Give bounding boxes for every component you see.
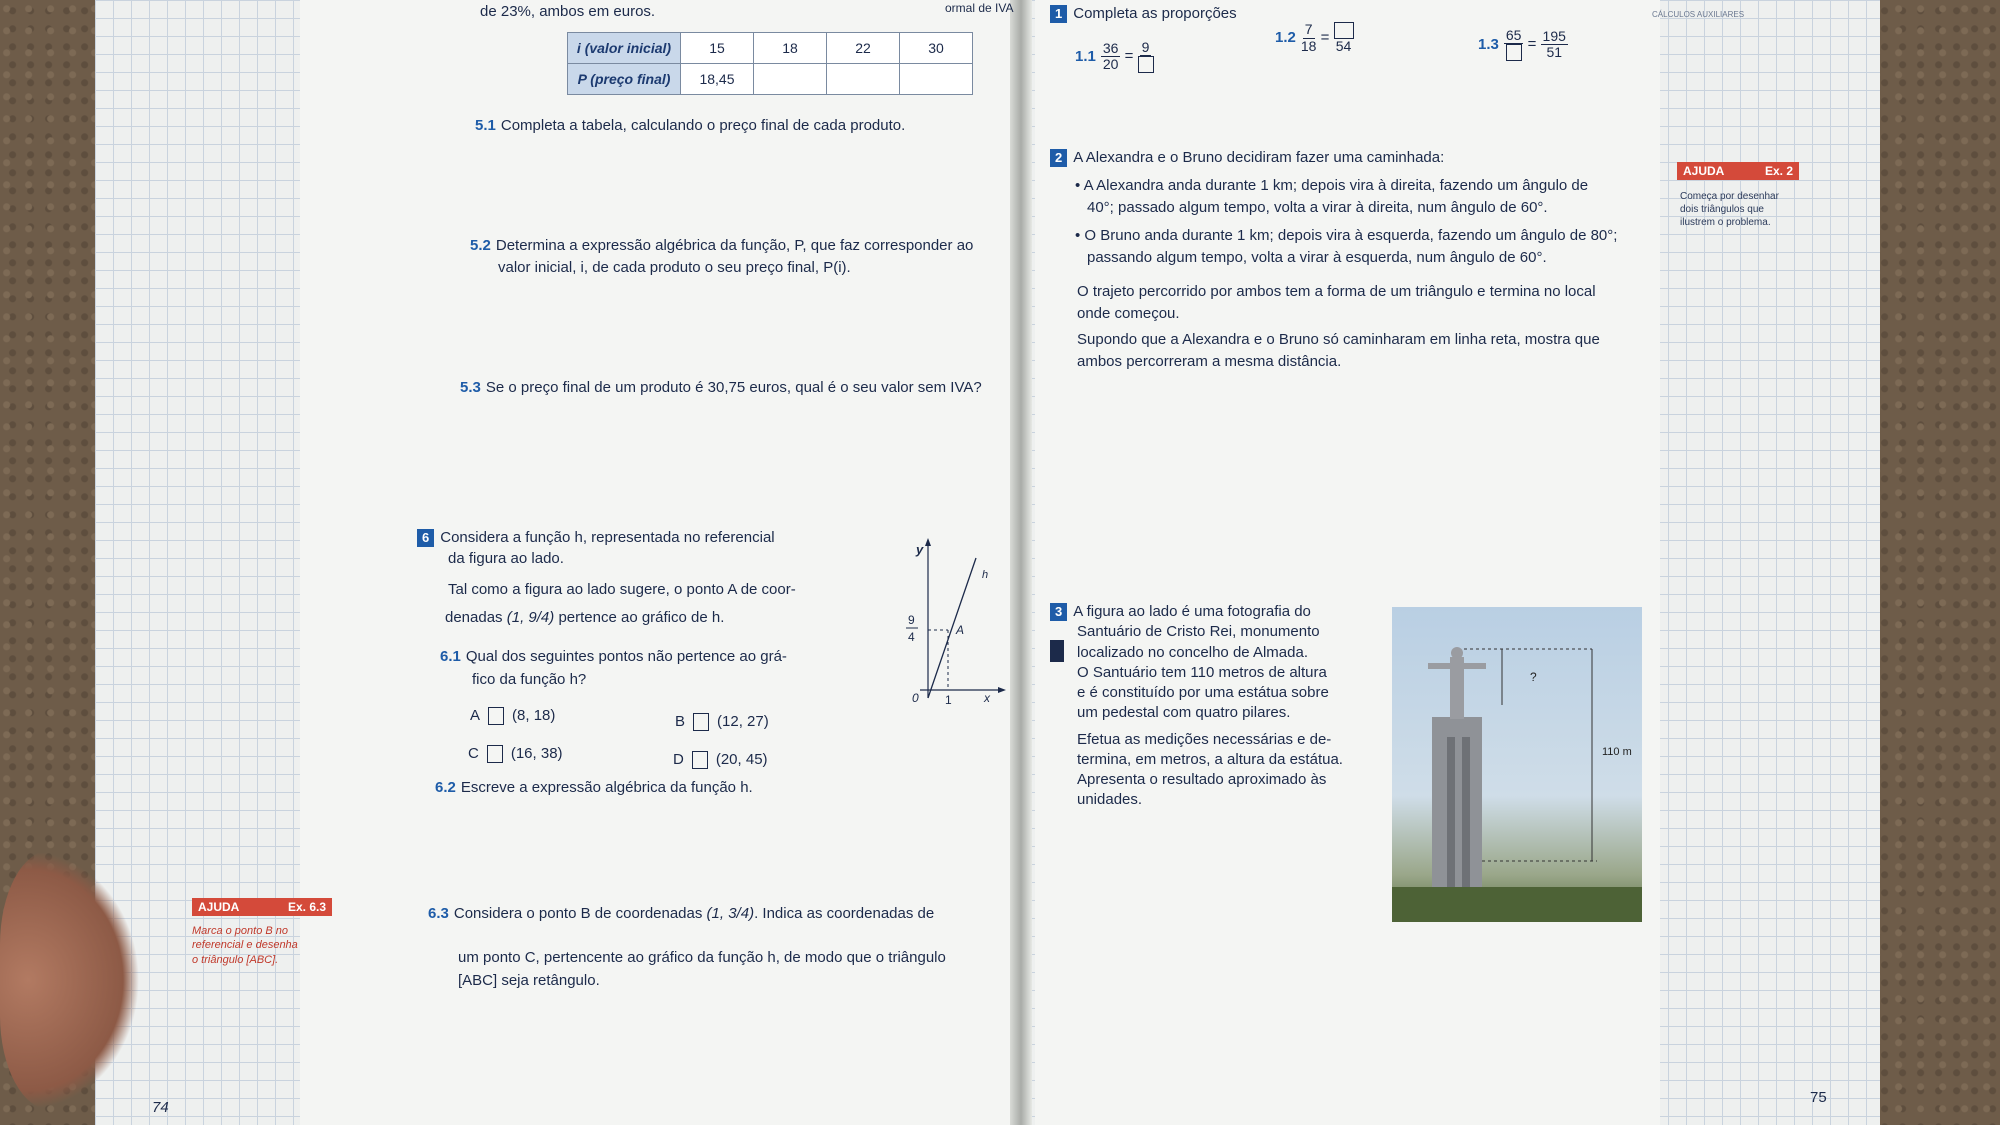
pillar [1462,737,1470,887]
right-content-area [1035,0,1660,1125]
denominator: 51 [1546,44,1563,61]
option-letter: D [673,751,684,768]
q3-text: A figura ao lado é uma fotografia do [1073,603,1311,620]
q6-3-text-a: Considera o ponto B de coordenadas [453,905,703,922]
fraction [1504,28,1524,61]
q6-text-b: da figura ao lado. [448,550,564,567]
fraction [1334,22,1354,54]
answer-box[interactable] [1334,22,1354,39]
q3-line [1050,602,1360,622]
table-cell: 18 [754,33,827,64]
q2-num: 2 [1050,149,1067,167]
numerator: 9 [1141,39,1150,55]
option-d-checkbox[interactable] [692,751,708,769]
table-cell: 15 [681,33,754,64]
option-letter: A [470,707,481,724]
q2-d1: Supondo que a Alexandra e o Bruno só caminharam em linha reta, mostra que [1077,331,1600,348]
option-value: (16, 38) [510,745,563,762]
q2-b2b: passando algum tempo, volta a virar à esquerda, num ângulo de 60°. [1087,249,1547,266]
q6-1-num: 6.1 [440,648,461,665]
pillar [1447,737,1455,887]
q6-2 [435,778,753,798]
y-label: y [916,542,924,557]
q3-num: 3 [1050,603,1067,621]
q3 [1050,602,1360,811]
q6-text-c: Tal como a figura ao lado sugere, o ponto A de coor- [448,581,796,598]
q5-1-text: Completa a tabela, calculando o preço final de cada produto. [500,117,906,134]
q1 [1050,4,1237,24]
table-cell[interactable] [900,64,973,95]
ajuda-line: Marca o ponto B no [192,925,289,937]
option-letter: B [675,713,686,730]
fraction [1101,41,1121,73]
x-label: x [984,691,990,705]
iva-corner-text: ormal de IVA [945,1,1014,15]
option-c[interactable] [468,744,563,764]
q3-line: e é constituído por uma estátua sobre [1077,684,1329,701]
ajuda-badge-right [1677,162,1799,180]
q3-line: Apresenta o resultado aproximado às [1077,771,1327,788]
point-a-coords: (1, 9/4) [506,609,555,626]
a-label: A [956,623,965,637]
ajuda-line: dois triângulos que [1680,204,1764,215]
price-table [567,32,973,95]
q2-c2: onde começou. [1077,305,1180,322]
q6-num: 6 [417,529,434,547]
table-cell: 18,45 [681,64,754,95]
table-row [568,64,973,95]
p-num: 1.3 [1478,35,1499,53]
q3-line: Efetua as medições necessárias e de- [1077,730,1332,748]
h-label: h [982,569,989,581]
q2-d2: ambos percorreram a mesma distância. [1077,353,1342,370]
fraction [1301,22,1317,54]
table-cell: 30 [900,33,973,64]
q6-text-a: Considera a função h, representada no referencial [440,529,775,546]
y-axis-arrow [925,538,931,546]
option-letter: C [468,745,479,762]
table-cell: i (valor inicial) [568,33,681,64]
function-graph [900,538,1010,708]
q5-2-text-a: Determina a expressão algébrica da função, P, que faz corresponder ao [495,237,974,254]
q5-1 [475,116,905,136]
q5-2-num: 5.2 [470,237,491,254]
option-b[interactable] [675,712,769,732]
numerator: 36 [1102,39,1119,56]
q5-3-num: 5.3 [460,379,481,396]
q6-1-text-b: fico da função h? [472,671,587,688]
unknown-height-label: ? [1530,670,1537,684]
denominator: 20 [1102,56,1119,73]
proportion-1-2: 1.2 $\frac{7}{18}$ = 54 [1275,22,1354,54]
fraction [1541,29,1568,61]
q3-line: um pedestal com quatro pilares. [1077,704,1291,722]
q6-d-post: pertence ao gráfico de h. [558,609,725,626]
ajuda-badge-left [192,898,332,916]
p-num: 1.1 [1075,47,1096,65]
table-cell[interactable] [827,64,900,95]
table-cell[interactable] [754,64,827,95]
proportion-1-1: 1.1 $\frac{36}{20}$ = 9 [1075,40,1154,73]
numerator: 195 [1542,27,1566,44]
q2-text: A Alexandra e o Bruno decidiram fazer uma caminhada: [1073,149,1445,166]
q5-3-text: Se o preço final de um produto é 30,75 euros, qual é o seu valor sem IVA? [485,379,982,396]
ajuda-line: referencial e desenha [192,939,298,952]
fraction [1138,40,1154,73]
denominator: 54 [1335,38,1352,54]
height-label: 110 m [1602,746,1632,758]
ajuda-label: AJUDA [198,900,240,914]
q6-1 [440,647,787,667]
frac-den: 4 [908,630,915,644]
table-row [568,33,973,64]
q5-2 [470,236,973,256]
ajuda-ex: Ex. 6.3 [287,900,326,914]
ajuda-line: ilustrem o problema. [1680,217,1771,228]
q6-1-text-a: Qual dos seguintes pontos não pertence ao grá- [465,648,787,665]
option-b-checkbox[interactable] [693,713,709,731]
q6-text-d [445,608,724,628]
denominator: 18 [1300,37,1317,54]
q6-3-text-b: . Indica as coordenadas de [754,905,935,922]
ajuda-line: Começa por desenhar [1680,191,1779,202]
ajuda-ex: Ex. 2 [1764,164,1793,178]
option-a-checkbox[interactable] [488,707,504,725]
q1-num: 1 [1050,5,1067,23]
ajuda-text-right [1680,190,1779,229]
q5-3 [460,378,982,398]
q2-c1: O trajeto percorrido por ambos tem a forma de um triângulo e termina no local [1077,283,1596,300]
book-gutter [1010,0,1032,1125]
option-a[interactable] [470,706,555,726]
point-b-coords: (1, 3/4) [706,905,755,922]
q3-line: O Santuário tem 110 metros de altura [1077,663,1327,681]
ajuda-line: o triângulo [ABC]. [192,953,279,966]
q2-b1a: • A Alexandra anda durante 1 km; depois vira à direita, fazendo um ângulo de [1075,177,1589,194]
q3-line: termina, em metros, a altura da estátua. [1077,750,1343,768]
page-number-right: 75 [1810,1089,1827,1106]
frac-num: 9 [908,613,915,627]
numerator: 7 [1304,21,1313,38]
ajuda-text-left [192,924,298,967]
proportion-1-3: 1.3 65 = $\frac{195}{51}$ [1478,27,1566,61]
answer-box[interactable] [1506,44,1522,61]
q5-1-num: 5.1 [475,117,496,134]
q6 [417,528,775,548]
q6-3-text-d: [ABC] seja retângulo. [458,972,600,989]
q5-2-text-b: valor inicial, i, de cada produto o seu preço final, P(i). [498,259,851,276]
option-value: (8, 18) [512,707,556,724]
q2-b2a: • O Bruno anda durante 1 km; depois vira à esquerda, fazendo um ângulo de 80°; [1075,227,1618,244]
numerator: 65 [1505,27,1522,43]
p-num: 1.2 [1275,29,1296,47]
q6-3 [428,904,934,924]
option-d[interactable] [673,750,768,770]
q3-line: localizado no concelho de Almada. [1077,643,1308,661]
x-axis-arrow [998,687,1006,693]
statue-head [1451,647,1463,659]
q1-text: Completa as proporções [1073,5,1237,22]
one-label: 1 [945,693,952,707]
q3-line: unidades. [1077,791,1143,809]
q3-line: Santuário de Cristo Rei, monumento [1077,623,1320,641]
q2 [1050,148,1444,168]
q6-2-num: 6.2 [435,779,456,796]
page-number-left: 74 [152,1099,169,1116]
calculator-icon [1050,640,1064,662]
table-cell: P (preço final) [568,64,681,95]
answer-box[interactable] [1138,56,1154,73]
intro-text: de 23%, ambos em euros. [480,3,656,20]
statue-arms [1428,663,1486,669]
pedestal [1432,717,1482,887]
origin-label: 0 [912,691,919,705]
calc-aux-label: CÁLCULOS AUXILIARES [1652,10,1745,19]
photo-overlay [1392,607,1642,922]
q6-3-num: 6.3 [428,905,449,922]
option-value: (20, 45) [715,751,768,768]
hill [1392,887,1642,922]
table-cell: 22 [827,33,900,64]
ajuda-label: AJUDA [1683,164,1725,178]
q6-d-pre: denadas [445,609,503,626]
q6-3-text-c: um ponto C, pertencente ao gráfico da função h, de modo que o triângulo [458,949,946,966]
option-value: (12, 27) [717,713,769,730]
q6-2-text: Escreve a expressão algébrica da função h. [460,779,753,796]
option-c-checkbox[interactable] [487,745,503,763]
function-h-line [928,558,976,698]
q2-b1b: 40°; passado algum tempo, volta a virar à direita, num ângulo de 60°. [1087,199,1548,216]
